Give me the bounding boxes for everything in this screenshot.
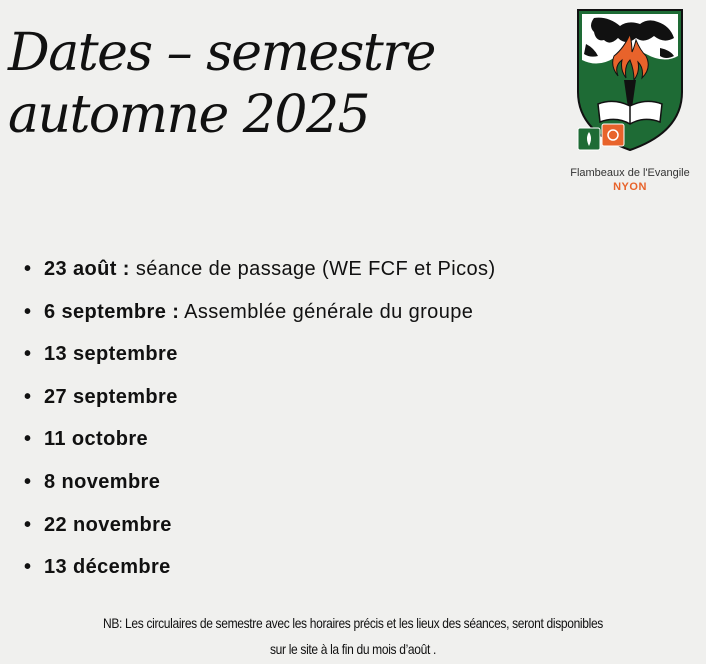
bullet-icon: •	[24, 556, 32, 579]
list-item	[24, 546, 496, 589]
list-item	[24, 376, 496, 419]
bullet-icon: •	[24, 513, 32, 536]
list-item	[24, 461, 496, 504]
date-description: séance de passage (WE FCF et Picos)	[135, 258, 496, 280]
dates-list	[24, 248, 496, 589]
bullet-icon: •	[24, 343, 32, 366]
bullet-icon: •	[24, 258, 32, 280]
date-label: 27 septembre	[44, 385, 178, 408]
list-item	[24, 504, 496, 547]
title-line-1: Dates – semestre	[8, 23, 435, 83]
date-label: 6 septembre :	[44, 300, 180, 323]
bullet-icon: •	[24, 470, 32, 493]
date-label: 23 août :	[44, 258, 130, 280]
torch-shield-icon	[574, 4, 686, 154]
date-label: 13 septembre	[44, 343, 178, 366]
list-item	[24, 418, 496, 461]
footnote-line-1: NB: Les circulaires de semestre avec les horaires précis et les lieux des séances, seront disponibles	[103, 615, 603, 631]
bullet-icon: •	[24, 385, 32, 408]
orange-badge	[602, 124, 624, 146]
logo-organization-name: Flambeaux de l'Evangile	[570, 167, 690, 179]
date-description: Assemblée générale du groupe	[184, 300, 474, 323]
date-label: 13 décembre	[44, 556, 171, 579]
date-label: 8 novembre	[44, 470, 161, 493]
bullet-icon: •	[24, 428, 32, 451]
footnote	[49, 610, 656, 662]
page-title	[8, 22, 435, 146]
list-item	[24, 291, 496, 334]
list-item	[24, 248, 496, 291]
date-label: 11 octobre	[44, 428, 149, 451]
bullet-icon: •	[24, 300, 32, 323]
list-item	[24, 333, 496, 376]
logo-city: NYON	[613, 181, 647, 193]
footnote-line-2: sur le site à la fin du mois d’août .	[270, 641, 436, 657]
date-label: 22 novembre	[44, 513, 172, 536]
flambeaux-logo	[560, 4, 700, 204]
title-line-2: automne 2025	[8, 85, 370, 145]
